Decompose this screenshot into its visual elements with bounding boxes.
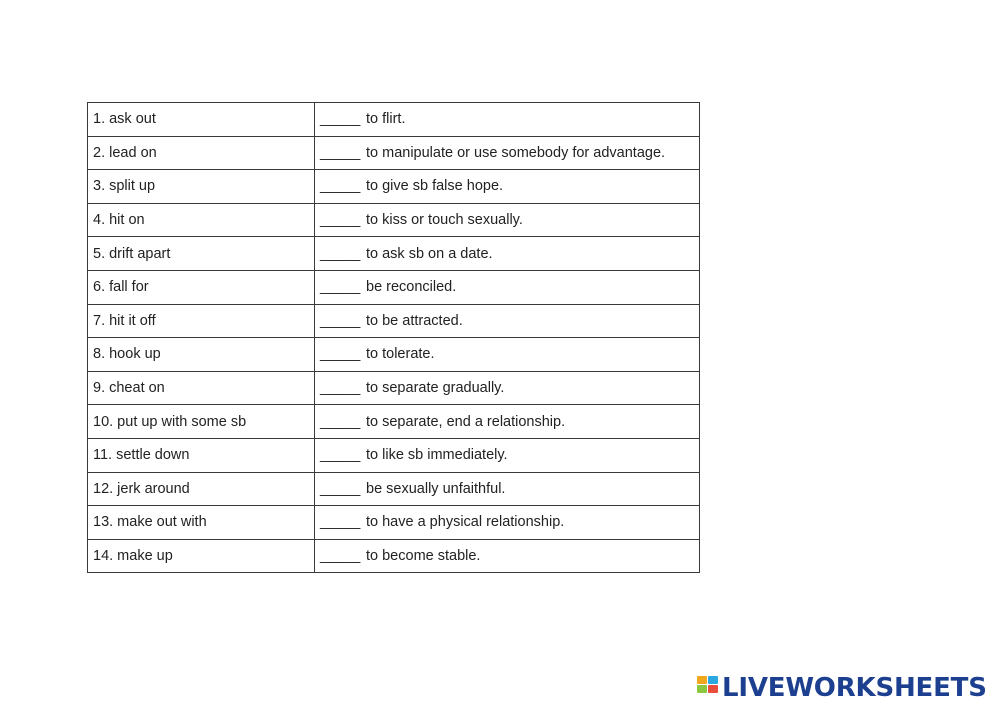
definition-text: to separate, end a relationship. <box>366 413 566 430</box>
definition-cell <box>315 270 700 304</box>
definition-text: to have a physical relationship. <box>366 514 565 531</box>
definition-cell <box>315 539 700 573</box>
answer-blank[interactable]: _____ <box>320 144 361 161</box>
table-row <box>88 338 700 372</box>
definition-text: to manipulate or use somebody for advantage. <box>366 144 666 161</box>
answer-blank[interactable]: _____ <box>320 548 361 565</box>
definition-cell <box>315 405 700 439</box>
table-row <box>88 405 700 439</box>
definition-text: to become stable. <box>366 548 481 565</box>
definition-text: to like sb immediately. <box>366 447 508 464</box>
definition-cell <box>315 237 700 271</box>
definition-cell <box>315 338 700 372</box>
definition-cell <box>315 103 700 137</box>
phrasal-verb-cell: 10. put up with some sb <box>88 405 315 439</box>
phrasal-verb-cell: 12. jerk around <box>88 472 315 506</box>
table-row <box>88 438 700 472</box>
definition-cell <box>315 438 700 472</box>
answer-blank[interactable]: _____ <box>320 312 361 329</box>
phrasal-verb-cell: 2. lead on <box>88 136 315 170</box>
table-row <box>88 103 700 137</box>
answer-blank[interactable]: _____ <box>320 346 361 363</box>
logo-square-i <box>708 676 718 684</box>
logo-square-e <box>708 685 718 693</box>
answer-blank[interactable]: _____ <box>320 514 361 531</box>
logo-text: LIVEWORKSHEETS <box>722 673 987 703</box>
answer-blank[interactable]: _____ <box>320 245 361 262</box>
definition-text: to kiss or touch sexually. <box>366 212 523 229</box>
phrasal-verb-cell: 9. cheat on <box>88 371 315 405</box>
logo-square-v <box>697 685 707 693</box>
liveworksheets-logo-icon <box>697 675 719 701</box>
table-row <box>88 203 700 237</box>
table-row <box>88 539 700 573</box>
definition-cell <box>315 170 700 204</box>
definition-cell <box>315 371 700 405</box>
table-row <box>88 506 700 540</box>
definition-text: to flirt. <box>366 111 406 128</box>
definition-text: to give sb false hope. <box>366 178 504 195</box>
answer-blank[interactable]: _____ <box>320 413 361 430</box>
table-row <box>88 136 700 170</box>
answer-blank[interactable]: _____ <box>320 212 361 229</box>
definition-text: be sexually unfaithful. <box>366 480 506 497</box>
definition-cell <box>315 506 700 540</box>
definition-text: to be attracted. <box>366 312 463 329</box>
definition-text: to ask sb on a date. <box>366 245 493 262</box>
phrasal-verb-cell: 4. hit on <box>88 203 315 237</box>
table-row <box>88 237 700 271</box>
phrasal-verb-cell: 1. ask out <box>88 103 315 137</box>
table-row <box>88 270 700 304</box>
definition-text: to tolerate. <box>366 346 435 363</box>
matching-table <box>87 102 700 573</box>
table-row <box>88 472 700 506</box>
table-row <box>88 170 700 204</box>
answer-blank[interactable]: _____ <box>320 279 361 296</box>
phrasal-verb-cell: 3. split up <box>88 170 315 204</box>
phrasal-verb-cell: 13. make out with <box>88 506 315 540</box>
phrasal-verb-cell: 7. hit it off <box>88 304 315 338</box>
definition-text: to separate gradually. <box>366 380 505 397</box>
definition-cell <box>315 203 700 237</box>
answer-blank[interactable]: _____ <box>320 178 361 195</box>
answer-blank[interactable]: _____ <box>320 447 361 464</box>
definition-text: be reconciled. <box>366 279 457 296</box>
phrasal-verb-cell: 6. fall for <box>88 270 315 304</box>
phrasal-verb-cell: 14. make up <box>88 539 315 573</box>
phrasal-verb-cell: 8. hook up <box>88 338 315 372</box>
answer-blank[interactable]: _____ <box>320 111 361 128</box>
matching-table-body <box>88 103 700 573</box>
table-row <box>88 371 700 405</box>
definition-cell <box>315 136 700 170</box>
worksheet <box>87 102 699 573</box>
answer-blank[interactable]: _____ <box>320 480 361 497</box>
definition-cell <box>315 472 700 506</box>
phrasal-verb-cell: 11. settle down <box>88 438 315 472</box>
definition-cell <box>315 304 700 338</box>
answer-blank[interactable]: _____ <box>320 380 361 397</box>
liveworksheets-logo <box>697 674 987 702</box>
table-row <box>88 304 700 338</box>
logo-square-l <box>697 676 707 684</box>
phrasal-verb-cell: 5. drift apart <box>88 237 315 271</box>
